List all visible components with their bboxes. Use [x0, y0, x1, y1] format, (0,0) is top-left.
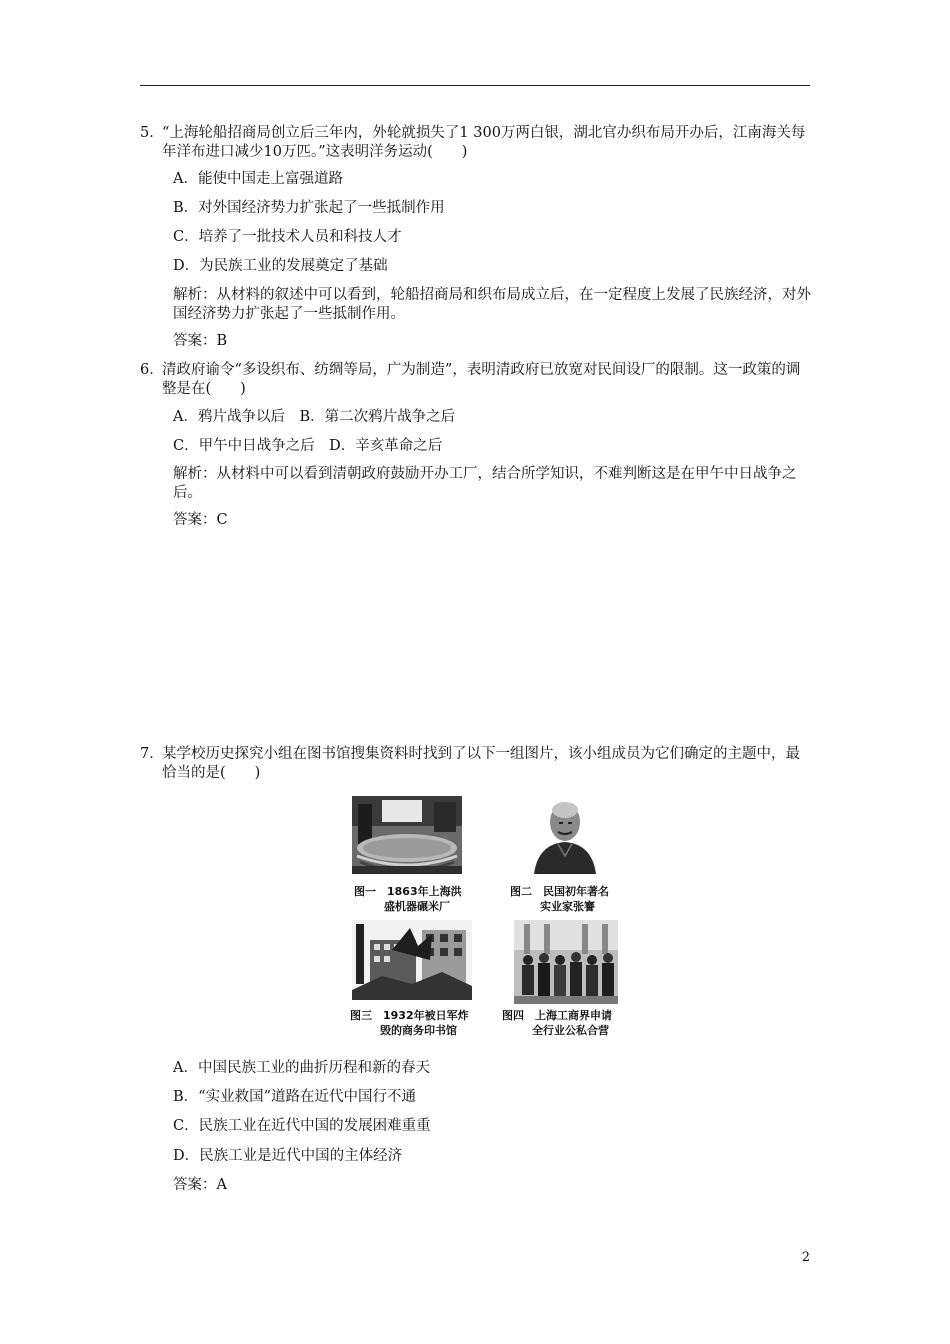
rice-mill-photo — [352, 796, 462, 874]
option-row-cd: C．甲午中日战争之后 D．辛亥革命之后 — [173, 438, 443, 454]
header-rule — [140, 85, 810, 86]
question-number: 6． — [140, 362, 164, 378]
figure-grid — [340, 792, 640, 1042]
question-number: 7． — [140, 746, 164, 762]
answer: 答案：A — [173, 1177, 227, 1193]
question-number: 5． — [140, 125, 164, 141]
bombed-building-photo — [352, 920, 472, 1000]
option-row-ab: A．鸦片战争以后 B．第二次鸦片战争之后 — [173, 409, 456, 425]
option-d: D．民族工业是近代中国的主体经济 — [173, 1148, 403, 1164]
figure-3-caption: 图三 1932年被日军炸 毁的商务印书馆 — [350, 1009, 469, 1037]
option-b: B．对外国经济势力扩张起了一些抵制作用 — [173, 200, 445, 216]
question-5 — [140, 124, 812, 162]
question-7 — [140, 745, 812, 783]
question-stem: “上海轮船招商局创立后三年内，外轮就损失了1 300万两白银，湖北官办织布局开办后，江南海关每年洋布进口减少10万匹。”这表明洋务运动( ) — [162, 125, 806, 160]
option-d: D．为民族工业的发展奠定了基础 — [173, 258, 388, 274]
analysis: 解析：从材料中可以看到清朝政府鼓励开办工厂，结合所学知识，不难判断这是在甲午中日战争之后。 — [173, 466, 797, 501]
answer: 答案：C — [173, 512, 228, 528]
figure-1-caption: 图一 1863年上海洪 盛机器碾米厂 — [354, 885, 462, 913]
portrait-photo — [528, 796, 602, 874]
option-c: C．民族工业在近代中国的发展困难重重 — [173, 1118, 431, 1134]
question-6 — [140, 361, 812, 399]
analysis: 解析：从材料的叙述中可以看到，轮船招商局和织布局成立后，在一定程度上发展了民族经济，对外国经济势力扩张起了一些抵制作用。 — [173, 287, 811, 322]
option-a: A．能使中国走上富强道路 — [173, 171, 343, 187]
crowd-photo — [514, 920, 618, 1004]
answer: 答案：B — [173, 333, 228, 349]
question-stem: 清政府谕令“多设织布、纺绸等局，广为制造”，表明清政府已放宽对民间设厂的限制。这一政策的调整是在( ) — [162, 362, 801, 397]
figure-4-caption: 图四 上海工商界申请 全行业公私合营 — [502, 1009, 612, 1037]
question-stem: 某学校历史探究小组在图书馆搜集资料时找到了以下一组图片，该小组成员为它们确定的主题中，最恰当的是( ) — [162, 746, 800, 781]
option-c: C．培养了一批技术人员和科技人才 — [173, 229, 402, 245]
option-b: B．“实业救国”道路在近代中国行不通 — [173, 1089, 416, 1105]
page-number: 2 — [801, 1250, 810, 1265]
figure-2-caption: 图二 民国初年著名 实业家张謇 — [510, 885, 609, 913]
option-a: A．中国民族工业的曲折历程和新的春天 — [173, 1060, 430, 1076]
